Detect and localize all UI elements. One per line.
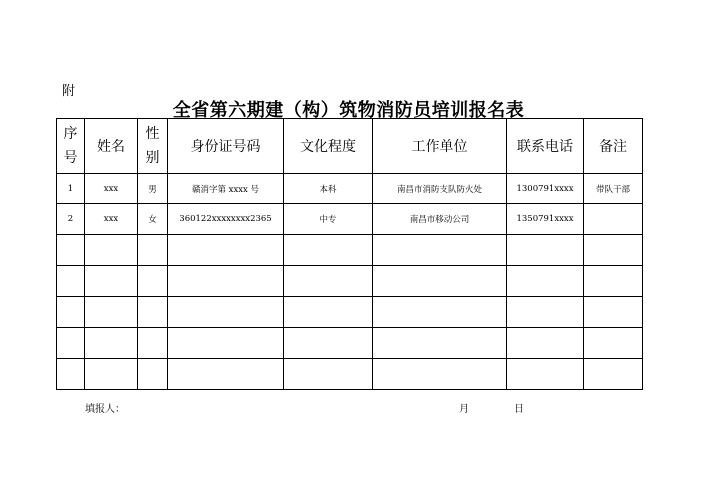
empty-cell-remarks[interactable] bbox=[584, 297, 643, 328]
cell-education[interactable]: 本科 bbox=[284, 174, 373, 204]
registration-table bbox=[56, 118, 643, 390]
header-seq bbox=[57, 119, 85, 174]
header-seq-line1: 序 bbox=[63, 126, 78, 142]
empty-cell-name[interactable] bbox=[85, 266, 138, 297]
cell-name[interactable]: xxx bbox=[85, 204, 138, 235]
empty-cell-phone[interactable] bbox=[507, 235, 584, 266]
empty-cell-education[interactable] bbox=[284, 297, 373, 328]
cell-education[interactable]: 中专 bbox=[284, 204, 373, 235]
empty-cell-remarks[interactable] bbox=[584, 235, 643, 266]
empty-cell-seq[interactable] bbox=[57, 328, 85, 359]
empty-cell-name[interactable] bbox=[85, 328, 138, 359]
empty-cell-id-number[interactable] bbox=[168, 235, 284, 266]
empty-cell-remarks[interactable] bbox=[584, 328, 643, 359]
cell-remarks[interactable]: 带队干部 bbox=[584, 174, 643, 204]
empty-cell-remarks[interactable] bbox=[584, 359, 643, 390]
empty-cell-remarks[interactable] bbox=[584, 266, 643, 297]
empty-cell-phone[interactable] bbox=[507, 297, 584, 328]
empty-cell-work-unit[interactable] bbox=[373, 359, 507, 390]
cell-name[interactable]: xxx bbox=[85, 174, 138, 204]
empty-cell-name[interactable] bbox=[85, 297, 138, 328]
header-gender-line1: 性 bbox=[145, 126, 160, 142]
cell-work-unit[interactable]: 南昌市消防支队防火处 bbox=[373, 174, 507, 204]
cell-work-unit[interactable]: 南昌市移动公司 bbox=[373, 204, 507, 235]
empty-cell-work-unit[interactable] bbox=[373, 328, 507, 359]
cell-remarks[interactable] bbox=[584, 204, 643, 235]
empty-cell-phone[interactable] bbox=[507, 328, 584, 359]
empty-cell-gender[interactable] bbox=[138, 235, 168, 266]
empty-cell-id-number[interactable] bbox=[168, 297, 284, 328]
cell-gender[interactable]: 女 bbox=[138, 204, 168, 235]
day-label: 日 bbox=[514, 404, 524, 415]
empty-table-row bbox=[57, 235, 643, 266]
month-label: 月 bbox=[459, 404, 469, 415]
filled-by-label: 填报人： bbox=[85, 404, 125, 415]
empty-cell-name[interactable] bbox=[85, 359, 138, 390]
empty-cell-gender[interactable] bbox=[138, 328, 168, 359]
form-title: 全省第六期建（构）筑物消防员培训报名表 bbox=[172, 100, 525, 121]
header-gender-line2: 别 bbox=[145, 150, 160, 166]
header-phone: 联系电话 bbox=[507, 119, 584, 174]
empty-table-row bbox=[57, 297, 643, 328]
empty-cell-id-number[interactable] bbox=[168, 328, 284, 359]
header-remarks: 备注 bbox=[584, 119, 643, 174]
empty-cell-seq[interactable] bbox=[57, 297, 85, 328]
empty-table-row bbox=[57, 328, 643, 359]
empty-table-row bbox=[57, 266, 643, 297]
empty-cell-name[interactable] bbox=[85, 235, 138, 266]
table-row bbox=[57, 174, 643, 204]
empty-cell-work-unit[interactable] bbox=[373, 297, 507, 328]
empty-cell-education[interactable] bbox=[284, 328, 373, 359]
empty-cell-work-unit[interactable] bbox=[373, 235, 507, 266]
header-education: 文化程度 bbox=[284, 119, 373, 174]
cell-seq[interactable]: 2 bbox=[57, 204, 85, 235]
empty-cell-gender[interactable] bbox=[138, 266, 168, 297]
header-id-number: 身份证号码 bbox=[168, 119, 284, 174]
empty-cell-id-number[interactable] bbox=[168, 359, 284, 390]
empty-cell-seq[interactable] bbox=[57, 235, 85, 266]
cell-seq[interactable]: 1 bbox=[57, 174, 85, 204]
empty-cell-gender[interactable] bbox=[138, 359, 168, 390]
cell-gender[interactable]: 男 bbox=[138, 174, 168, 204]
empty-cell-work-unit[interactable] bbox=[373, 266, 507, 297]
table-header-row bbox=[57, 119, 643, 174]
empty-cell-id-number[interactable] bbox=[168, 266, 284, 297]
empty-cell-education[interactable] bbox=[284, 266, 373, 297]
header-work-unit: 工作单位 bbox=[373, 119, 507, 174]
cell-id-number[interactable]: 赣消字第 xxxx 号 bbox=[168, 174, 284, 204]
empty-cell-phone[interactable] bbox=[507, 359, 584, 390]
cell-phone[interactable]: 1350791xxxx bbox=[507, 204, 584, 235]
table-row bbox=[57, 204, 643, 235]
empty-cell-seq[interactable] bbox=[57, 266, 85, 297]
header-seq-line2: 号 bbox=[63, 150, 78, 166]
empty-cell-phone[interactable] bbox=[507, 266, 584, 297]
cell-phone[interactable]: 1300791xxxx bbox=[507, 174, 584, 204]
empty-cell-seq[interactable] bbox=[57, 359, 85, 390]
cell-id-number[interactable]: 360122xxxxxxxx2365 bbox=[168, 204, 284, 235]
header-gender bbox=[138, 119, 168, 174]
empty-cell-gender[interactable] bbox=[138, 297, 168, 328]
empty-table-row bbox=[57, 359, 643, 390]
attachment-label: 附 bbox=[62, 84, 76, 99]
empty-cell-education[interactable] bbox=[284, 235, 373, 266]
header-name: 姓名 bbox=[85, 119, 138, 174]
empty-cell-education[interactable] bbox=[284, 359, 373, 390]
